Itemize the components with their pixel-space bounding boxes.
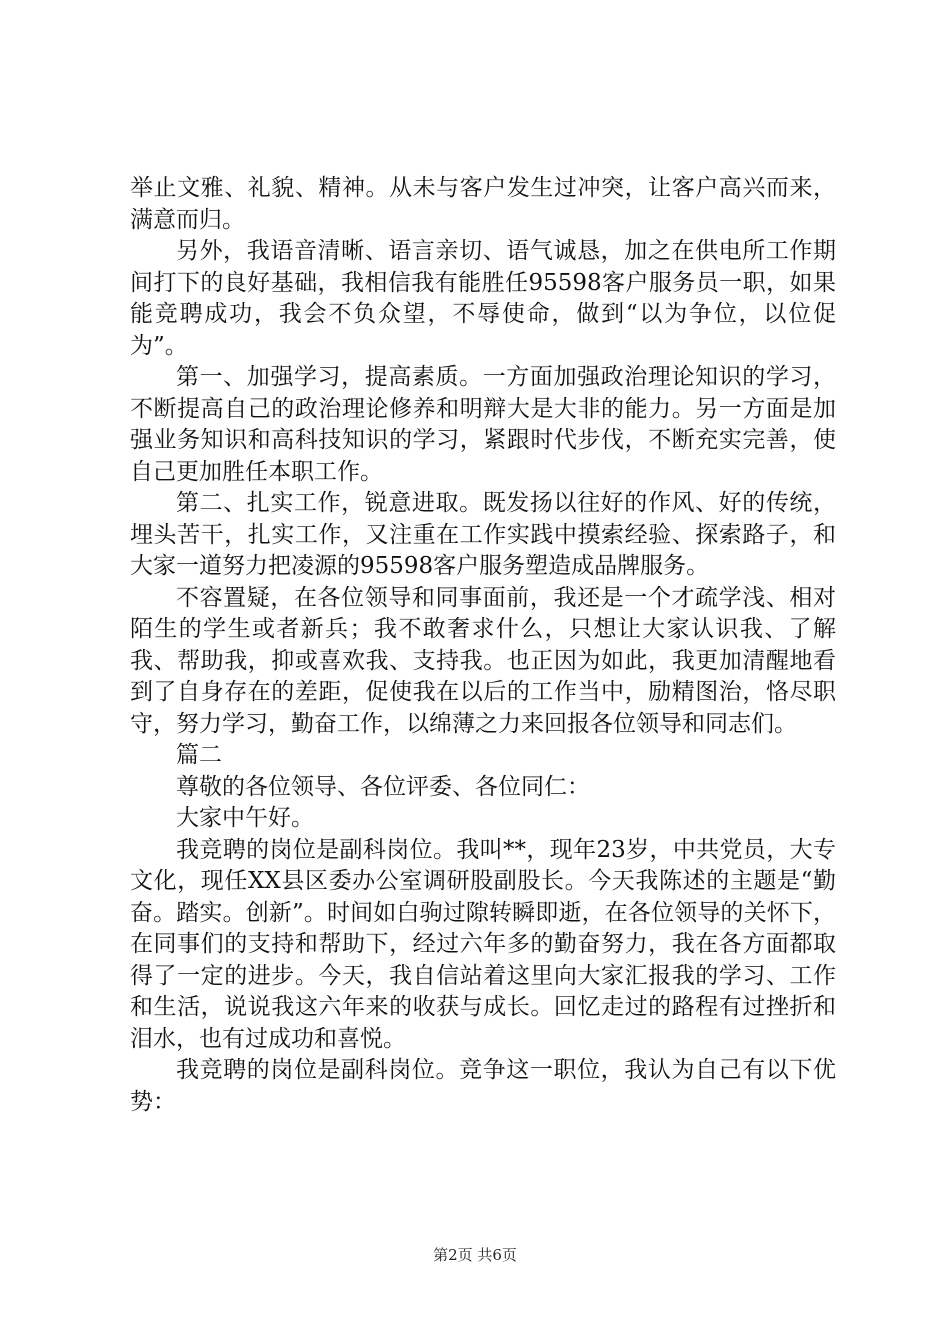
salutation: 尊敬的各位领导、各位评委、各位同仁： (176, 773, 590, 800)
page-number-footer: 第2页 共6页 (433, 1246, 517, 1264)
paragraph-4: 第二、扎实工作，锐意进取。既发扬以往好的作风、好的传统，埋头苦干，扎实工作，又注重在工作实践中摸索经验、探索路子，和大家一道努力把凌源的95598客户服务塑造成品牌服务。 (130, 490, 836, 579)
section-heading: 篇二 (176, 742, 222, 768)
paragraph-10: 我竞聘的岗位是副科岗位。竞争这一职位，我认为自己有以下优势： (130, 1057, 836, 1115)
paragraph-2: 另外，我语音清晰、语言亲切、语气诚恳，加之在供电所工作期间打下的良好基础，我相信我有能胜任95598客户服务员一职，如果能竞聘成功，我会不负众望，不辱使命，做到“以为争位，以位促为”。 (130, 238, 836, 359)
paragraph-9: 我竞聘的岗位是副科岗位。我叫**，现年23岁，中共党员，大专文化，现任XX县区委办公室调研股副股长。今天我陈述的主题是“勤奋。踏实。创新”。时间如白驹过隙转瞬即逝，在各位领导的关怀下，在同事们的支持和帮助下，经过六年多的勤奋努力，我在各方面都取得了一定的进步。今天，我自信站着这里向大家汇报我的学习、工作和生活，说说我这六年来的收获与成长。回忆走过的路程有过挫折和泪水，也有过成功和喜悦。 (130, 836, 836, 1052)
greeting: 大家中午好。 (176, 805, 314, 831)
paragraph-3: 第一、加强学习，提高素质。一方面加强政治理论知识的学习，不断提高自己的政治理论修养和明辩大是大非的能力。另一方面是加强业务知识和高科技知识的学习，紧跟时代步伐，不断充实完善，使自己更加胜任本职工作。 (130, 364, 836, 485)
paragraph-1: 举止文雅、礼貌、精神。从未与客户发生过冲突，让客户高兴而来，满意而归。 (130, 175, 836, 233)
document-body (130, 173, 836, 1118)
paragraph-5: 不容置疑，在各位领导和同事面前，我还是一个才疏学浅、相对陌生的学生或者新兵；我不敢奢求什么，只想让大家认识我、了解我、帮助我，抑或喜欢我、支持我。也正因为如此，我更加清醒地看到了自身存在的差距，促使我在以后的工作当中，励精图治，恪尽职守，努力学习，勤奋工作，以绵薄之力来回报各位领导和同志们。 (130, 584, 836, 737)
